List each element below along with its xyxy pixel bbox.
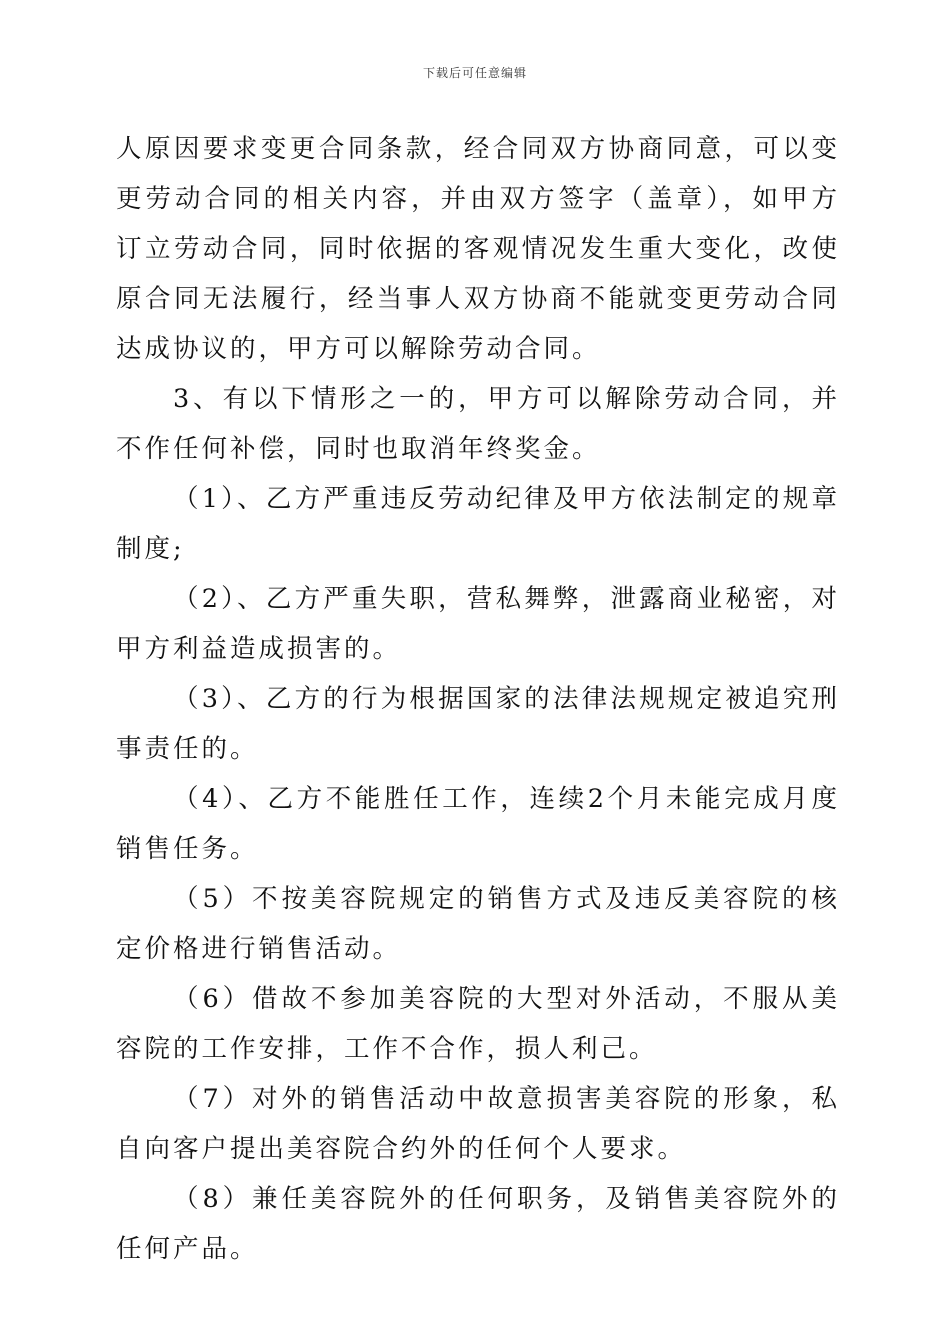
paragraph-item-7: （7）对外的销售活动中故意损害美容院的形象，私自向客户提出美容院合约外的任何个人要求。 xyxy=(116,1084,840,1164)
paragraph-item-6: （6）借故不参加美容院的大型对外活动，不服从美容院的工作安排，工作不合作，损人利己。 xyxy=(116,984,840,1064)
page-header: 下载后可任意编辑 xyxy=(422,66,527,80)
paragraph-clause-3: 3、有以下情形之一的，甲方可以解除劳动合同，并不作任何补偿，同时也取消年终奖金。 xyxy=(116,384,840,464)
paragraph-item-3: （3）、乙方的行为根据国家的法律法规规定被追究刑事责任的。 xyxy=(116,684,840,764)
paragraph-item-8: （8）兼任美容院外的任何职务，及销售美容院外的任何产品。 xyxy=(116,1184,840,1264)
paragraph-item-1: （1）、乙方严重违反劳动纪律及甲方依法制定的规章制度; xyxy=(116,484,840,564)
paragraph-item-2: （2）、乙方严重失职，营私舞弊，泄露商业秘密，对甲方利益造成损害的。 xyxy=(116,584,840,664)
paragraph-item-4: （4）、乙方不能胜任工作，连续2个月未能完成月度销售任务。 xyxy=(116,784,840,864)
paragraph-item-5: （5）不按美容院规定的销售方式及违反美容院的核定价格进行销售活动。 xyxy=(116,884,840,964)
document-body xyxy=(116,124,840,1274)
paragraph-continuation: 人原因要求变更合同条款，经合同双方协商同意，可以变更劳动合同的相关内容，并由双方签字（盖章），如甲方订立劳动合同，同时依据的客观情况发生重大变化，改使原合同无法履行，经当事人双方协商不能就变更劳动合同达成协议的，甲方可以解除劳动合同。 xyxy=(116,134,840,364)
